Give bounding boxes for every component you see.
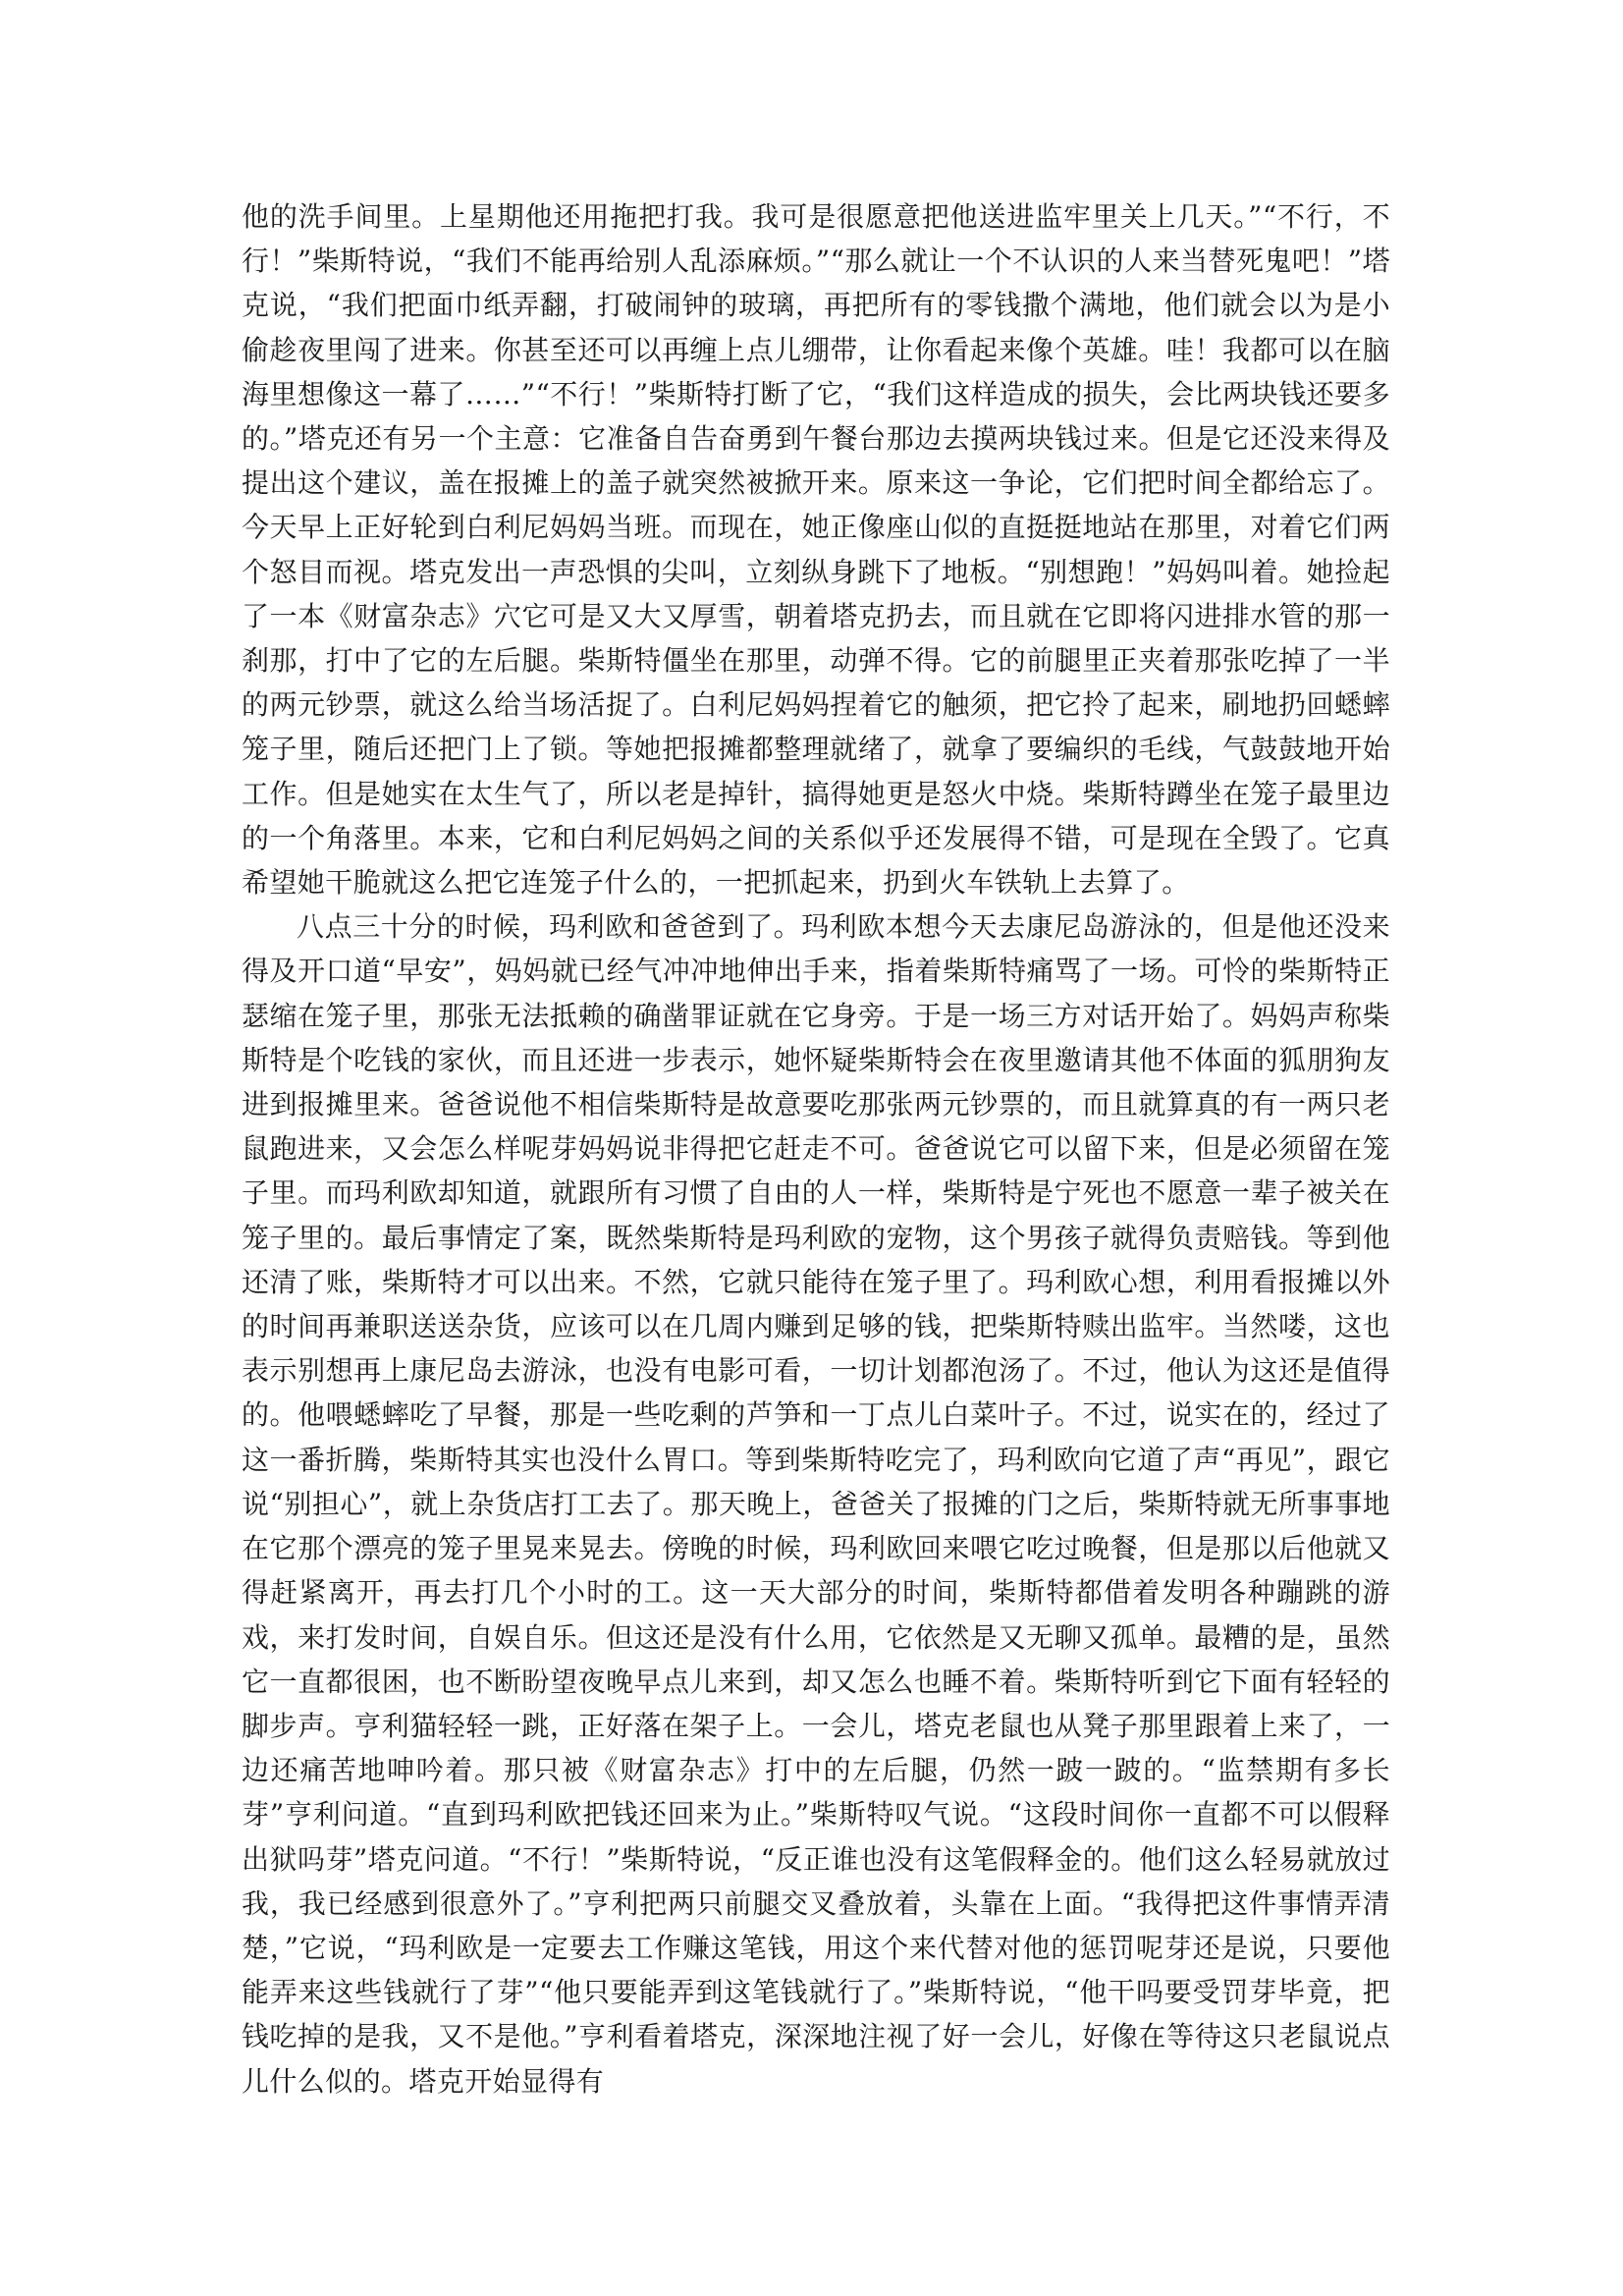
paragraph-continued: 他的洗手间里。上星期他还用拖把打我。我可是很愿意把他送进监牢里关上几天。”“不行，不行！”柴斯特说，“我们不能再给别人乱添麻烦。”“那么就让一个不认识的人来当替死鬼吧！”塔克说，“我们把面巾纸弄翻，打破闹钟的玻璃，再把所有的零钱撒个满地，他们就会以为是小偷趁夜里闯了进来。你甚至还可以再缠上点儿绷带，让你看起来像个英雄。哇！我都可以在脑海里想像这一幕了……”“不行！”柴斯特打断了它，“我们这样造成的损失，会比两块钱还要多的。”塔克还有另一个主意：它准备自告奋勇到午餐台那边去摸两块钱过来。但是它还没来得及提出这个建议，盖在报摊上的盖子就突然被掀开来。原来这一争论，它们把时间全都给忘了。今天早上正好轮到白利尼妈妈当班。而现在，她正像座山似的直挺挺地站在那里，对着它们两个怒目而视。塔克发出一声恐惧的尖叫，立刻纵身跳下了地板。“别想跑！”妈妈叫着。她捡起了一本《财富杂志》穴它可是又大又厚雪，朝着塔克扔去，而且就在它即将闪进排水管的那一刹那，打中了它的左后腿。柴斯特僵坐在那里，动弹不得。它的前腿里正夹着那张吃掉了一半的两元钞票，就这么给当场活捉了。白利尼妈妈捏着它的触须，把它拎了起来，刷地扔回蟋蟀笼子里，随后还把门上了锁。等她把报摊都整理就绪了，就拿了要编织的毛线，气鼓鼓地开始工作。但是她实在太生气了，所以老是掉针，搞得她更是怒火中烧。柴斯特蹲坐在笼子最里边的一个角落里。本来，它和白利尼妈妈之间的关系似乎还发展得不错，可是现在全毁了。它真希望她干脆就这么把它连笼子什么的，一把抓起来，扔到火车铁轨上去算了。: [242, 200, 1390, 900]
body-text: [242, 194, 1390, 2104]
paragraph-indented: 八点三十分的时候，玛利欧和爸爸到了。玛利欧本想今天去康尼岛游泳的，但是他还没来得及开口道“早安”，妈妈就已经气冲冲地伸出手来，指着柴斯特痛骂了一场。可怜的柴斯特正瑟缩在笼子里，那张无法抵赖的确凿罪证就在它身旁。于是一场三方对话开始了。妈妈声称柴斯特是个吃钱的家伙，而且还进一步表示，她怀疑柴斯特会在夜里邀请其他不体面的狐朋狗友进到报摊里来。爸爸说他不相信柴斯特是故意要吃那张两元钞票的，而且就算真的有一两只老鼠跑进来，又会怎么样呢芽妈妈说非得把它赶走不可。爸爸说它可以留下来，但是必须留在笼子里。而玛利欧却知道，就跟所有习惯了自由的人一样，柴斯特是宁死也不愿意一辈子被关在笼子里的。最后事情定了案，既然柴斯特是玛利欧的宠物，这个男孩子就得负责赔钱。等到他还清了账，柴斯特才可以出来。不然，它就只能待在笼子里了。玛利欧心想，利用看报摊以外的时间再兼职送送杂货，应该可以在几周内赚到足够的钱，把柴斯特赎出监牢。当然喽，这也表示别想再上康尼岛去游泳，也没有电影可看，一切计划都泡汤了。不过，他认为这还是值得的。他喂蟋蟀吃了早餐，那是一些吃剩的芦笋和一丁点儿白菜叶子。不过，说实在的，经过了这一番折腾，柴斯特其实也没什么胃口。等到柴斯特吃完了，玛利欧向它道了声“再见”，跟它说“别担心”，就上杂货店打工去了。那天晚上，爸爸关了报摊的门之后，柴斯特就无所事事地在它那个漂亮的笼子里晃来晃去。傍晚的时候，玛利欧回来喂它吃过晚餐，但是那以后他就又得赶紧离开，再去打几个小时的工。这一天大部分的时间，柴斯特都借着发明各种蹦跳的游戏，来打发时间，自娱自乐。但这还是没有什么用，它依然是又无聊又孤单。最糟的是，虽然它一直都很困，也不断盼望夜晚早点儿来到，却又怎么也睡不着。柴斯特听到它下面有轻轻的脚步声。亨利猫轻轻一跳，正好落在架子上。一会儿，塔克老鼠也从凳子那里跟着上来了，一边还痛苦地呻吟着。那只被《财富杂志》打中的左后腿，仍然一跛一跛的。“监禁期有多长芽”亨利问道。“直到玛利欧把钱还回来为止。”柴斯特叹气说。“这段时间你一直都不可以假释出狱吗芽”塔克问道。“不行！”柴斯特说，“反正谁也没有这笔假释金的。他们这么轻易就放过我，我已经感到很意外了。”亨利把两只前腿交叉叠放着，头靠在上面。“我得把这件事情弄清楚，”它说，“玛利欧是一定要去工作赚这笔钱，用这个来代替对他的惩罚呢芽还是说，只要他能弄来这些钱就行了芽”“他只要能弄到这笔钱就行了。”柴斯特说，“他干吗要受罚芽毕竟，把钱吃掉的是我，又不是他。”亨利看着塔克，深深地注视了好一会儿，好像在等待这只老鼠说点儿什么似的。塔克开始显得有: [242, 910, 1390, 2098]
